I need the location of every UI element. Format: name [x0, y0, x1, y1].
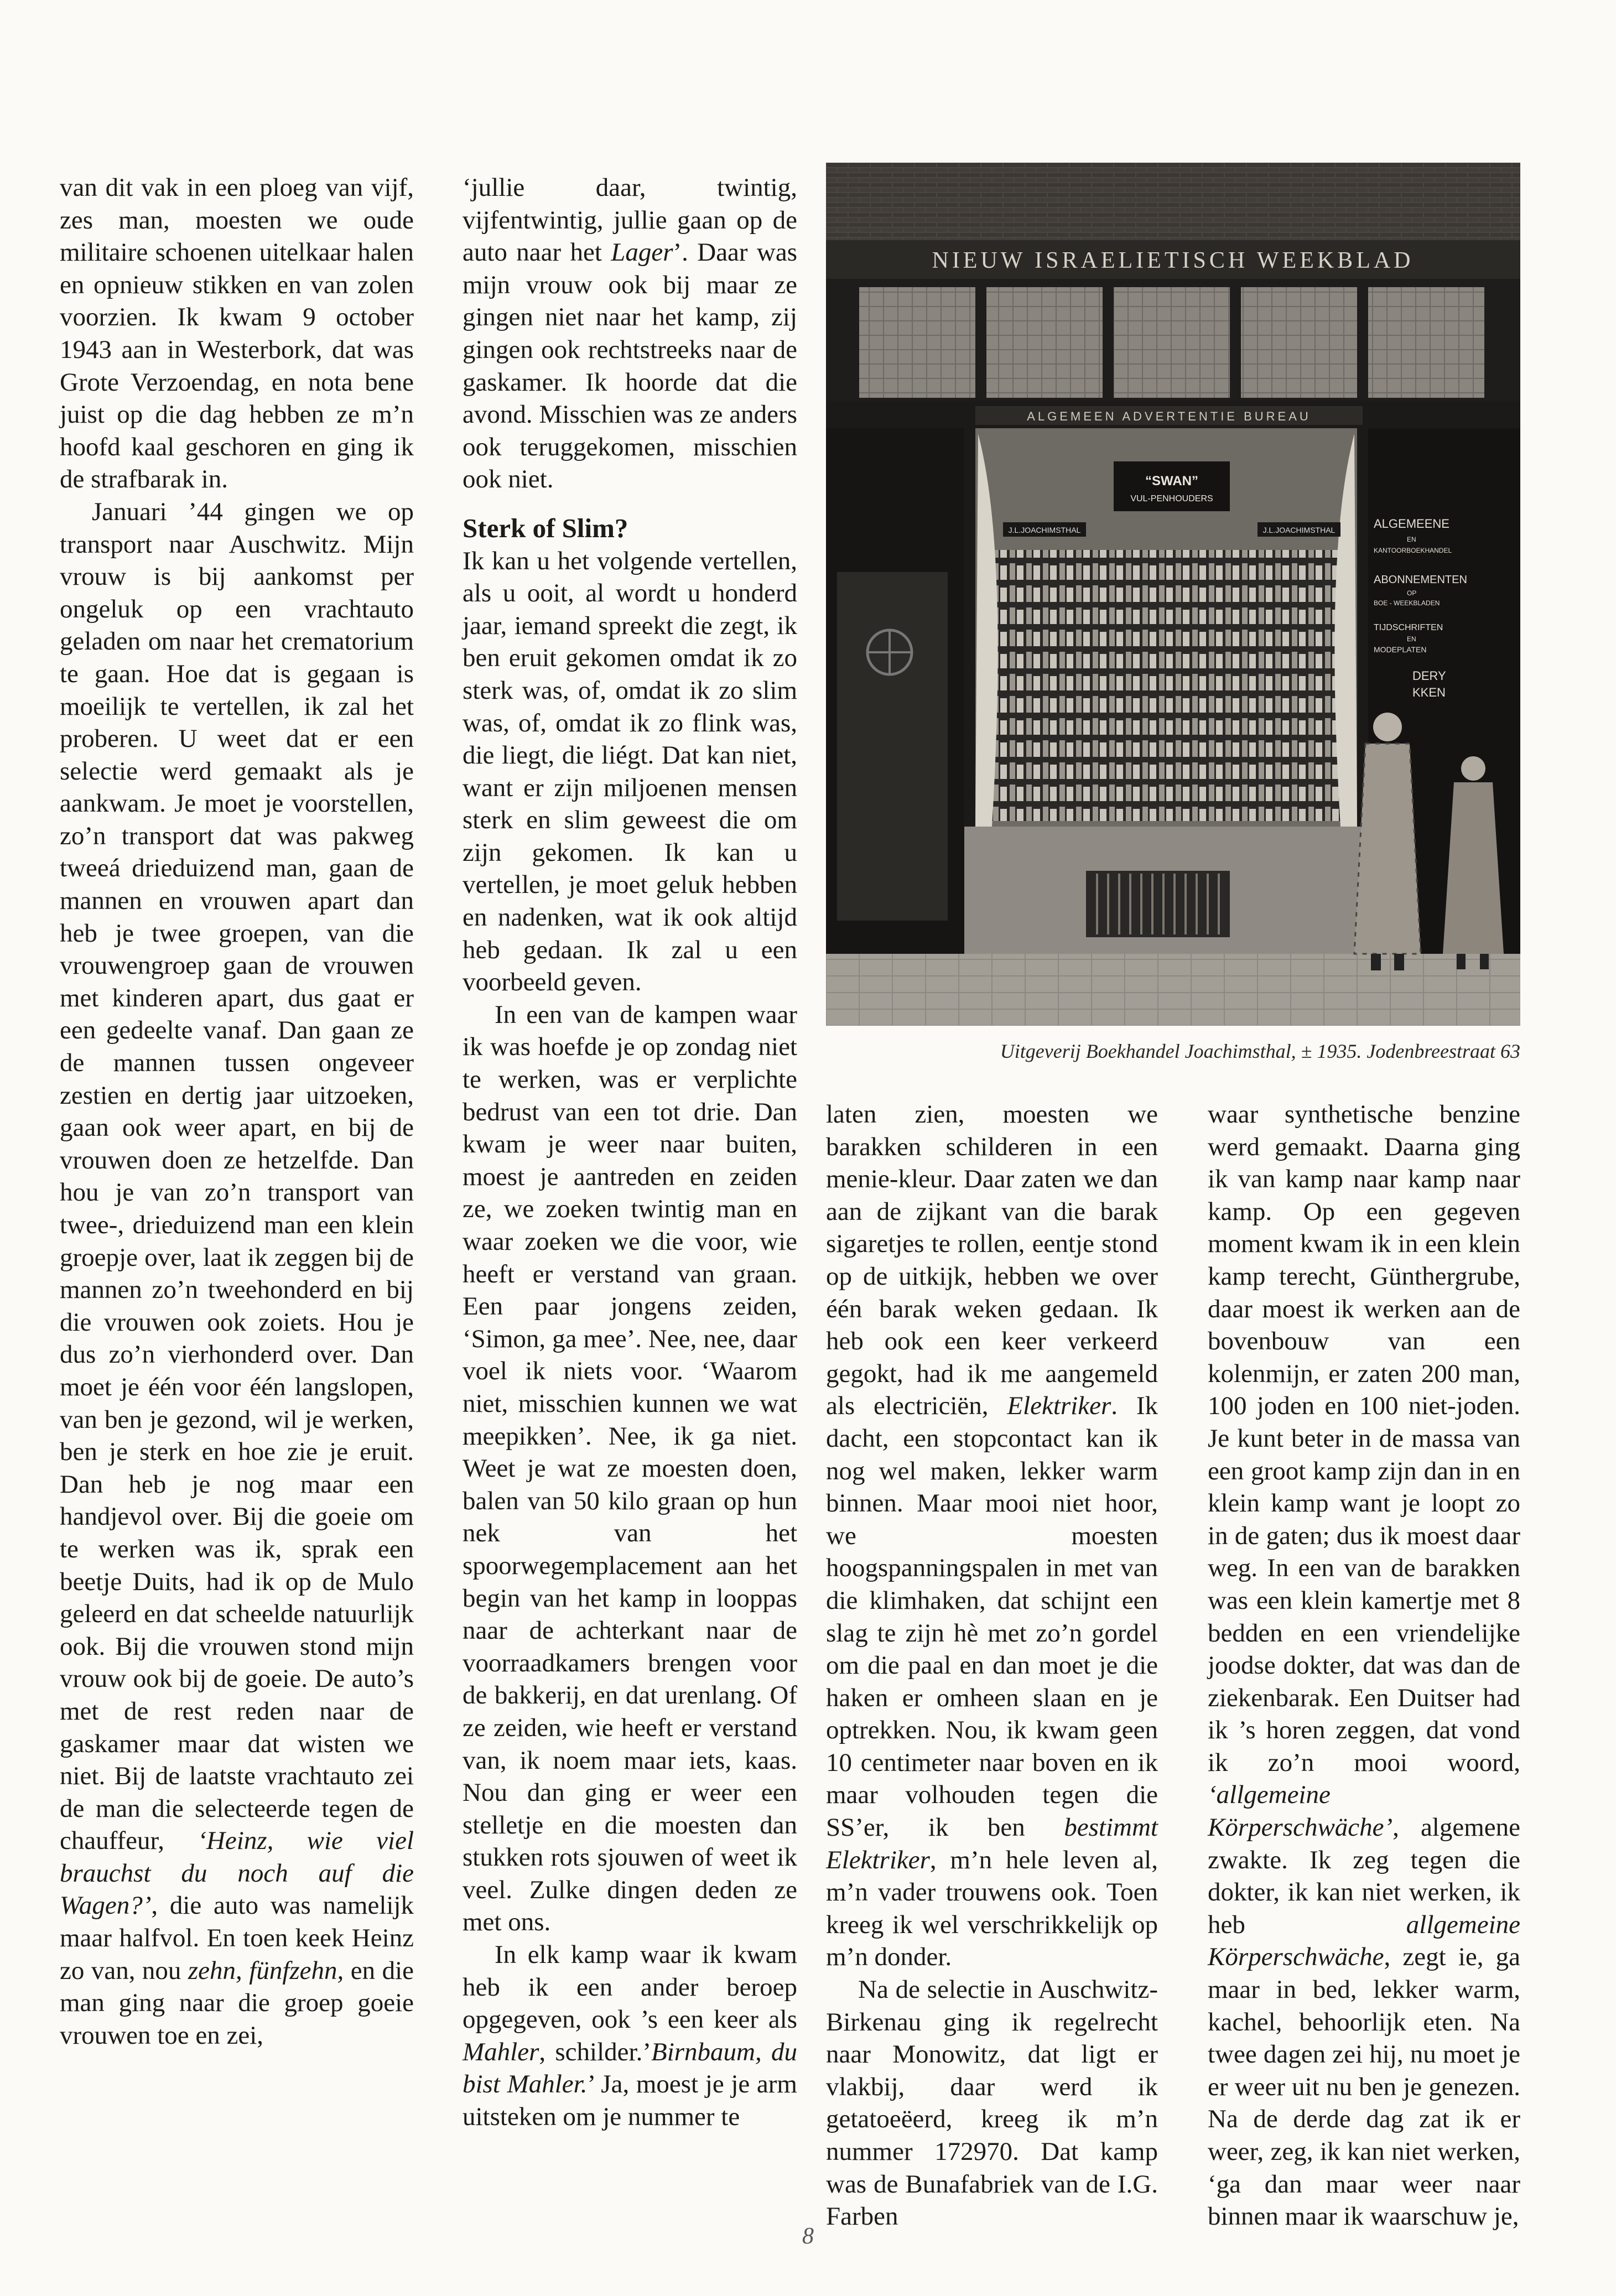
- paragraph: Na de selectie in Auschwitz-Birkenau ging ik regelrecht naar Monowitz, dat ligt er vlakbij, daar werd ik getatoeëerd, kreeg ik m’n nummer 172970. Dat kamp was de Bunafabriek van de I.G. Farben: [826, 1975, 1158, 2231]
- paragraph: van dit vak in een ploeg van vijf, zes man, moesten we oude militaire schoenen uitelkaar halen en opnieuw stikken en van zolen voorzien. Ik kwam 9 october 1943 aan in Westerbork, dat was Grote Verzoendag, en nota bene juist op die dag hebben ze m’n hoofd kaal geschoren en ging ik de strafbarak in.: [60, 173, 414, 494]
- text-column-4: [1208, 1098, 1520, 2231]
- text-column-1: [60, 172, 414, 2191]
- sign-right-line: OP: [1407, 589, 1417, 597]
- shopfront-photo: [826, 163, 1520, 1026]
- paragraph: In elk kamp waar ik kwam heb ik een ander beroep opgegeven, ook ’s een keer als Mahler, schilder.’Birnbaum, du bist Mahler.’ Ja, moest je je arm uitsteken om je nummer te: [463, 1940, 797, 2132]
- text-column-3: [826, 1098, 1158, 2231]
- sign-name-left: J.L.JOACHIMSTHAL: [1008, 526, 1081, 534]
- sign-right-line: ALGEMEENE: [1374, 517, 1449, 531]
- photo-caption: Uitgeverij Boekhandel Joachimsthal, ± 1935. Jodenbreestraat 63: [1000, 1040, 1520, 1062]
- paragraph: Ik kan u het volgende vertellen, als u ooit, al wordt u honderd jaar, iemand spreekt die zegt, ik ben eruit gekomen omdat ik zo sterk was, of, omdat ik zo slim was, of, omdat ik zo flink was, die liegt, die liégt. Dat kan niet, want er zijn miljoenen mensen sterk en slim geweest die om zijn gekomen. Ik kan u vertellen, je moet geluk hebben en nadenken, wat ik ook altijd heb gedaan. Ik zal u een voorbeeld geven.: [463, 546, 797, 997]
- section-heading: Sterk of Slim?: [463, 512, 628, 543]
- sign-right-line: TIJDSCHRIFTEN: [1374, 623, 1443, 632]
- german-quote: zehn, fünfzehn,: [188, 1956, 344, 1985]
- text-column-2: [463, 172, 797, 2191]
- sign-advertentie: ALGEMEEN ADVERTENTIE BUREAU: [1027, 409, 1311, 423]
- paragraph: ‘jullie daar, twintig, vijfentwintig, jullie gaan op de auto naar het Lager’. Daar was mijn vrouw ook bij maar ze gingen niet naar het kamp, zij gingen ook rechtstreeks naar de gaskamer. Ik hoorde dat die avond. Misschien was ze anders ook teruggekomen, misschien ook niet.: [463, 173, 797, 494]
- sign-right-line: KANTOORBOEKHANDEL: [1374, 547, 1452, 554]
- sign-swan-sub: VUL-PENHOUDERS: [1130, 494, 1213, 503]
- german-quote: ‘Heinz, wie viel brauchst du noch auf die Wagen?’: [60, 1826, 414, 1920]
- paragraph: Januari ’44 gingen we op transport naar Auschwitz. Mijn vrouw is bij aankomst per ongeluk op een vrachtauto geladen om naar het crematorium te gaan. Hoe dat is gegaan is moeilijk te vertellen, ik zal het proberen. U weet dat er een selectie werd gemaakt als je aankwam. Je moet je voorstellen, zo’n transport dat was pakweg tweeá drieduizend man, gaan de mannen en vrouwen apart dan heb je twee groepen, van die vrouwengroep gaan de vrouwen met kinderen apart, dus gaat er een gedeelte vanaf. Dan gaan ze de mannen tussen ongeveer zestien en dertig jaar uitzoeken, gaan ook weer apart, en bij de vrouwen doen ze hetzelfde. Dan hou je van zo’n transport van twee-, drieduizend man een klein groepje over, laat ik zeggen bij de mannen zo’n tweehonderd en bij die vrouwen ook zoiets. Hou je dus zo’n vierhonderd over. Dan moet je één voor één langslopen, van ben je gezond, wil je werken, ben je sterk en hoe zie je eruit. Dan heb je nog maar een handjevol over. Bij die goeie om te werken was ik, sprak een beetje Duits, had ik op de Mulo geleerd en dat scheelde natuurlijk ook. Bij die vrouwen stond mijn vrouw ook bij de goeie. De auto’s met de rest reden naar de gaskamer maar dat wisten we niet. Bij de laatste vrachtauto zei de man die selecteerde tegen de chauffeur, ‘Heinz, wie viel brauchst du noch auf die Wagen?’, die auto was namelijk maar halfvol. En toen keek Heinz zo van, nou zehn, fünfzehn, en die man ging naar die groep goeie vrouwen toe en zei,: [60, 497, 414, 2050]
- figure-woman-left: [1354, 713, 1421, 970]
- sign-right-line: ABONNEMENTEN: [1374, 574, 1467, 586]
- sign-right-line: KKEN: [1412, 685, 1446, 699]
- sign-right-line: DERY: [1412, 669, 1446, 683]
- paragraph: waar synthetische benzine werd gemaakt. Daarna ging ik van kamp naar kamp naar kamp. Op een gegeven moment kwam ik in een klein kamp terecht, Günthergrube, daar moest ik werken aan de bovenbouw van een kolenmijn, er zaten 200 man, 100 joden en 100 niet-joden. Je kunt beter in de massa van een groot kamp zijn dan in en klein kamp want je loopt zo in de gaten; dus ik moest daar weg. In een van de barakken was een klein kamertje met 8 bedden en een vriendelijke joodse dokter, dat was dan de ziekenbarak. Een Duitser had ik ’s horen zeggen, dat vond ik zo’n mooi woord, ‘allgemeine Körperschwäche’, algemene zwakte. Ik zeg tegen die dokter, ik kan niet werken, ik heb allgemeine Körperschwäche, zegt ie, ga maar in bed, lekker warm, kachel, behoorlijk eten. Na twee dagen zei hij, nu moet je er weer uit nu ben je genezen. Na de derde dag zat ik er weer, zeg, ik kan niet werken, ‘ga dan maar weer naar binnen maar ik waarschuw je,: [1208, 1100, 1520, 2231]
- page-number: 8: [802, 2224, 814, 2249]
- sign-name-right: J.L.JOACHIMSTHAL: [1262, 526, 1336, 534]
- paragraph: In een van de kampen waar ik was hoefde je op zondag niet te werken, was er verplichte bedrust van een tot drie. Dan kwam je weer naar buiten, moest je aantreden en zeiden ze, we zoeken twintig man en waar zoeken we die voor, wie heeft er verstand van graan. Een paar jongens zeiden, ‘Simon, ga mee’. Nee, nee, daar voel ik niets voor. ‘Waarom niet, misschien kunnen we wat meepikken’. Nee, ik ga niet. Weet je wat ze moesten doen, balen van 50 kilo graan op hun nek van het spoorwegemplacement aan het begin van het kamp in looppas naar de achterkant naar de voorraadkamers brengen voor de bakkerij, en dat urenlang. Of ze zeiden, wie heeft er verstand van, ik noem maar iets, kaas. Nou dan ging er weer een stelletje en die moesten dan stukken rots sjouwen of weet ik veel. Zulke dingen deden ze met ons.: [463, 1000, 797, 1937]
- sign-weekblad: NIEUW ISRAELIETISCH WEEKBLAD: [932, 248, 1414, 273]
- paragraph: laten zien, moesten we barakken schilderen in een menie-kleur. Daar zaten we dan aan de zijkant van die barak sigaretjes te rollen, eentje stond op de uitkijk, hebben we over één barak weken gedaan. Ik heb ook een keer verkeerd gegokt, had ik me aangemeld als electriciën, Elektriker. Ik dacht, een stopcontact kan ik nog wel maken, lekker warm binnen. Maar mooi niet hoor, we moesten hoogspanningspalen in met van die klimhaken, dat schijnt een slag te zijn hè met zo’n gordel om die paal en dan moet je die haken er omheen slaan en je optrekken. Nou, ik kwam geen 10 centimeter naar boven en ik maar volhouden tegen die SS’er, ik ben bestimmt Elektriker, m’n hele leven al, m’n vader trouwens ook. Toen kreeg ik wel verschrikkelijk op m’n donder.: [826, 1100, 1158, 1972]
- sign-right-line: EN: [1407, 536, 1416, 543]
- sign-right-line: EN: [1407, 635, 1416, 643]
- sign-right-line: MODEPLATEN: [1374, 645, 1427, 654]
- sign-swan: “SWAN”: [1145, 474, 1198, 489]
- sign-right-line: BOE - WEEKBLADEN: [1374, 599, 1440, 607]
